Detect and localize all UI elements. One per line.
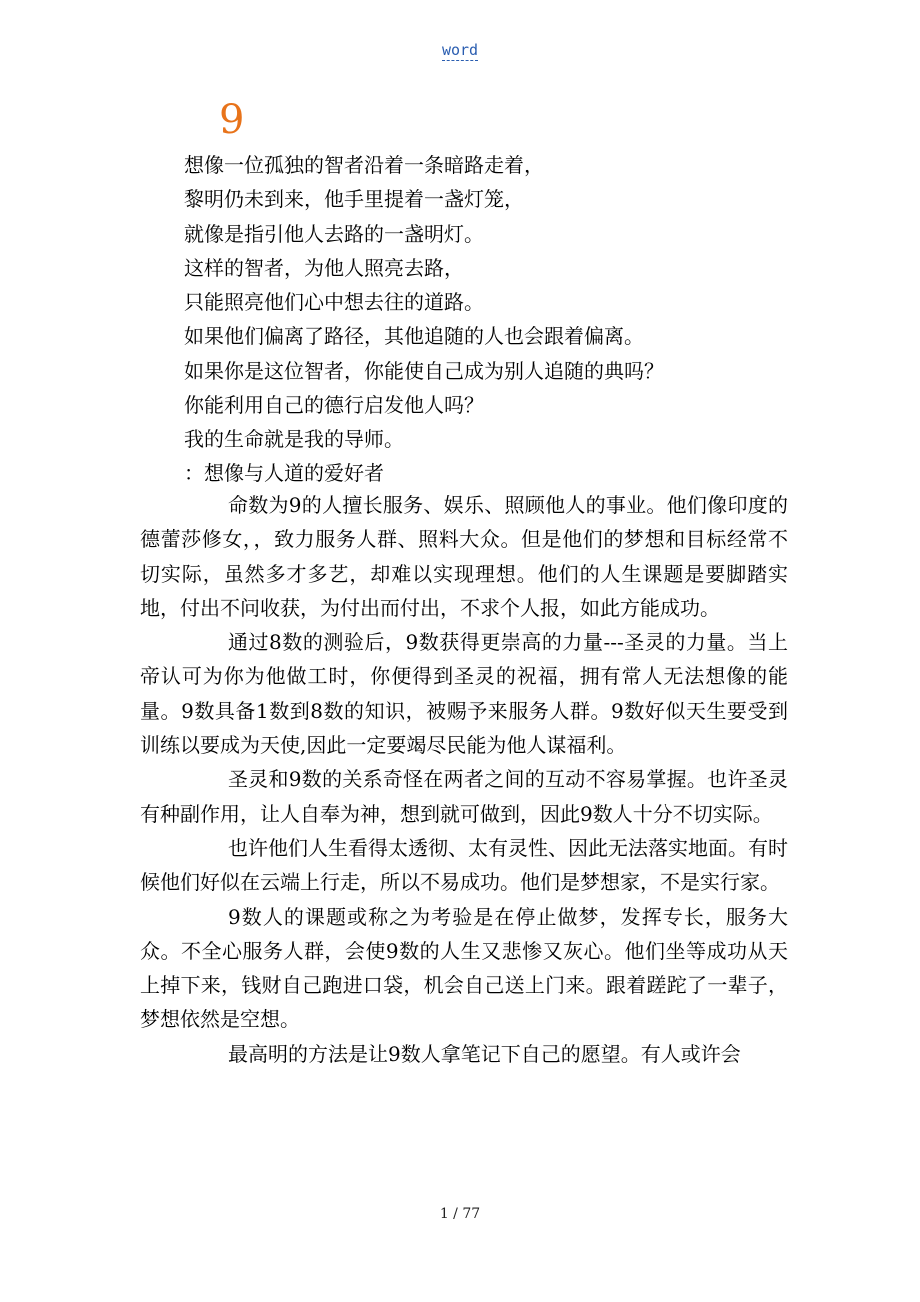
body-text (140, 488, 788, 1071)
poem-line: 如果你是这位智者，你能使自己成为别人追随的典吗？ (184, 358, 664, 383)
poem-line: 如果他们偏离了路径，其他追随的人也会跟着偏离。 (184, 324, 644, 349)
poem-line: 黎明仍未到来，他手里提着一盏灯笼， (184, 187, 524, 212)
chapter-number: 9 (219, 97, 245, 143)
poem-line: 就像是指引他人去路的一盏明灯。 (184, 221, 484, 246)
poem-line: 我的生命就是我的导师。 (184, 427, 404, 452)
paragraph: 通过8数的测验后，9数获得更崇高的力量---圣灵的力量。当上帝认可为你为他做工时，你便得到圣灵的祝福，拥有常人无法想像的能量。9数具备1数到8数的知识，被赐予来服务人群。9数好似天生要受到训练以要成为天使,因此一定要竭尽民能为他人谋福利。 (140, 630, 788, 758)
page-indicator: 1 / 77 (439, 1206, 481, 1222)
poem-line: 想像一位孤独的智者沿着一条暗路走着， (184, 153, 544, 177)
paragraph: 圣灵和9数的关系奇怪在两者之间的互动不容易掌握。也许圣灵有种副作用，让人自奉为神，想到就可做到，因此9数人十分不切实际。 (140, 767, 788, 826)
header-word-link[interactable] (0, 41, 920, 59)
paragraph: 最高明的方法是让9数人拿笔记下自己的愿望。有人或许会 (228, 1041, 741, 1066)
section-subtitle: ：想像与人道的爱好者 (184, 461, 384, 485)
word-link-text[interactable]: word (441, 41, 479, 59)
paragraph: 命数为9的人擅长服务、娱乐、照顾他人的事业。他们像印度的德蕾莎修女，，致力服务人群、照料大众。但是他们的梦想和目标经常不切实际，虽然多才多艺，却难以实现理想。他们的人生课题是要脚踏实地，付出不问收获，为付出而付出，不求个人报，如此方能成功。 (140, 493, 788, 620)
poem-line: 只能照亮他们心中想去往的道路。 (184, 290, 484, 315)
poem-line: 这样的智者，为他人照亮去路， (184, 255, 464, 280)
paragraph: 也许他们人生看得太透彻、太有灵性、因此无法落实地面。有时候他们好似在云端上行走，所以不易成功。他们是梦想家，不是实行家。 (140, 835, 788, 895)
poem-line: 你能利用自己的德行启发他人吗？ (184, 393, 484, 418)
paragraph: 9数人的课题或称之为考验是在停止做梦，发挥专长，服务大众。不全心服务人群，会使9数的人生又悲惨又灰心。他们坐等成功从天上掉下来，钱财自己跑进口袋，机会自己送上门来。跟着蹉跎了一辈子，梦想依然是空想。 (140, 904, 788, 1032)
poem-block (184, 148, 824, 457)
